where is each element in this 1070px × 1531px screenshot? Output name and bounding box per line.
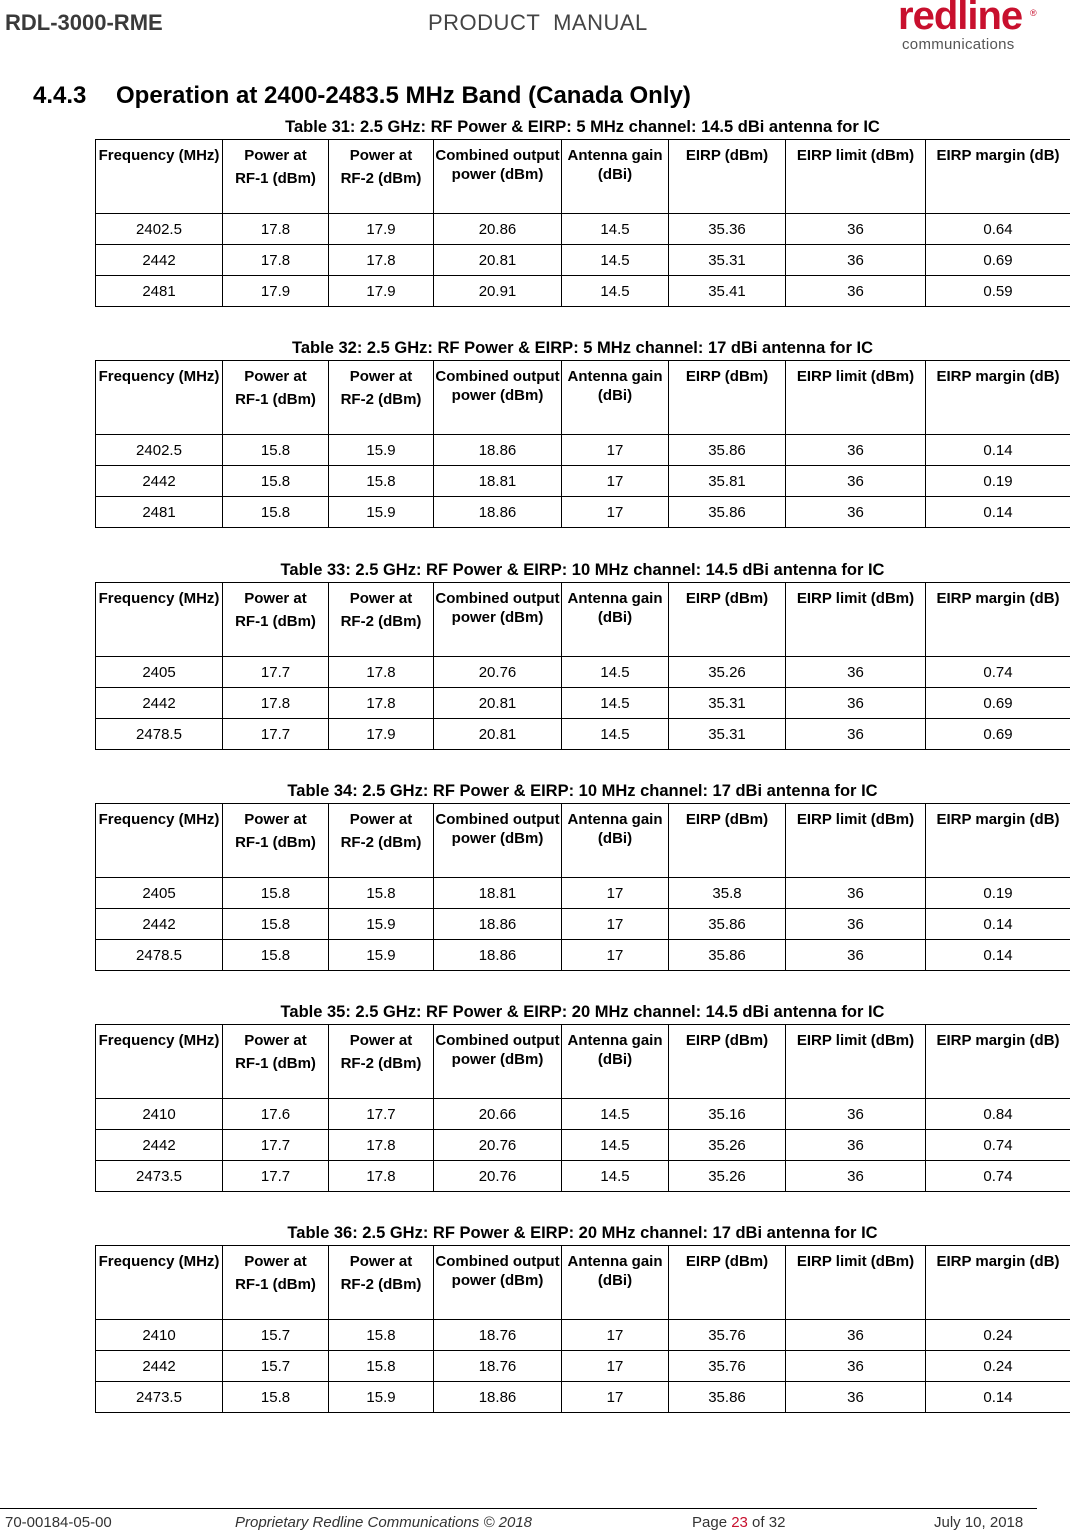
rf-power-eirp-table [95, 1024, 1070, 1192]
cell-eirp-limit: 36 [786, 1161, 926, 1192]
col-power-rf2: Power at RF-2 (dBm) [329, 804, 434, 878]
cell-frequency: 2410 [96, 1099, 223, 1130]
cell-power-rf1: 17.7 [223, 657, 329, 688]
cell-frequency: 2402.5 [96, 214, 223, 245]
col-eirp: EIRP (dBm) [669, 140, 786, 214]
logo-registered-mark: ® [1030, 8, 1037, 18]
cell-power-rf1: 15.8 [223, 878, 329, 909]
col-eirp-margin: EIRP margin (dB) [926, 583, 1070, 657]
col-frequency: Frequency (MHz) [96, 140, 223, 214]
footer-date: July 10, 2018 [934, 1514, 1024, 1531]
cell-frequency: 2402.5 [96, 435, 223, 466]
cell-antenna-gain: 17 [562, 940, 669, 971]
cell-power-rf1: 15.8 [223, 909, 329, 940]
cell-combined: 20.81 [434, 688, 562, 719]
cell-frequency: 2442 [96, 1130, 223, 1161]
cell-antenna-gain: 14.5 [562, 1130, 669, 1161]
cell-eirp-limit: 36 [786, 719, 926, 750]
cell-eirp-limit: 36 [786, 245, 926, 276]
col-antenna-gain: Antenna gain (dBi) [562, 1025, 669, 1099]
cell-eirp-margin: 0.74 [926, 657, 1070, 688]
rf-power-eirp-table [95, 139, 1070, 307]
cell-combined: 18.86 [434, 940, 562, 971]
cell-eirp-margin: 0.19 [926, 466, 1070, 497]
cell-power-rf2: 17.8 [329, 688, 434, 719]
cell-power-rf1: 17.8 [223, 214, 329, 245]
cell-antenna-gain: 14.5 [562, 719, 669, 750]
cell-eirp-limit: 36 [786, 1382, 926, 1413]
cell-antenna-gain: 17 [562, 1320, 669, 1351]
cell-eirp: 35.26 [669, 1161, 786, 1192]
col-antenna-gain: Antenna gain (dBi) [562, 804, 669, 878]
cell-antenna-gain: 14.5 [562, 276, 669, 307]
rf-power-table-block-3 [95, 560, 1070, 750]
cell-eirp-limit: 36 [786, 1099, 926, 1130]
cell-eirp-limit: 36 [786, 1320, 926, 1351]
cell-frequency: 2442 [96, 466, 223, 497]
cell-eirp-margin: 0.84 [926, 1099, 1070, 1130]
cell-power-rf2: 17.8 [329, 657, 434, 688]
cell-power-rf1: 15.8 [223, 466, 329, 497]
col-power-rf1: Power at RF-1 (dBm) [223, 1025, 329, 1099]
cell-power-rf2: 15.9 [329, 435, 434, 466]
cell-combined: 18.81 [434, 878, 562, 909]
cell-combined: 20.86 [434, 214, 562, 245]
col-eirp-margin: EIRP margin (dB) [926, 804, 1070, 878]
col-power-rf1: Power at RF-1 (dBm) [223, 361, 329, 435]
table-header-row [96, 361, 1070, 435]
rf-power-eirp-table [95, 1245, 1070, 1413]
table-row [96, 276, 1070, 307]
cell-eirp-margin: 0.74 [926, 1161, 1070, 1192]
col-combined-output: Combined output power (dBm) [434, 140, 562, 214]
col-eirp: EIRP (dBm) [669, 583, 786, 657]
cell-combined: 20.81 [434, 245, 562, 276]
col-combined-output: Combined output power (dBm) [434, 1025, 562, 1099]
cell-eirp-margin: 0.24 [926, 1320, 1070, 1351]
col-eirp-limit: EIRP limit (dBm) [786, 804, 926, 878]
cell-eirp: 35.31 [669, 688, 786, 719]
col-frequency: Frequency (MHz) [96, 804, 223, 878]
cell-eirp-margin: 0.14 [926, 940, 1070, 971]
cell-eirp-limit: 36 [786, 688, 926, 719]
cell-frequency: 2478.5 [96, 940, 223, 971]
cell-power-rf1: 17.8 [223, 688, 329, 719]
table-row [96, 1130, 1070, 1161]
cell-power-rf2: 17.8 [329, 1130, 434, 1161]
footer-copyright: Proprietary Redline Communications © 2018 [235, 1514, 533, 1531]
cell-eirp-margin: 0.14 [926, 435, 1070, 466]
cell-antenna-gain: 14.5 [562, 214, 669, 245]
cell-power-rf2: 15.9 [329, 940, 434, 971]
cell-antenna-gain: 17 [562, 878, 669, 909]
col-power-rf2: Power at RF-2 (dBm) [329, 361, 434, 435]
table-row [96, 940, 1070, 971]
cell-eirp: 35.76 [669, 1351, 786, 1382]
col-eirp-limit: EIRP limit (dBm) [786, 583, 926, 657]
table-caption: Table 32: 2.5 GHz: RF Power & EIRP: 5 MHz channel: 17 dBi antenna for IC [292, 339, 873, 357]
cell-eirp: 35.41 [669, 276, 786, 307]
cell-frequency: 2405 [96, 878, 223, 909]
table-row [96, 1320, 1070, 1351]
col-eirp: EIRP (dBm) [669, 361, 786, 435]
col-eirp-margin: EIRP margin (dB) [926, 140, 1070, 214]
cell-power-rf2: 17.9 [329, 719, 434, 750]
cell-eirp-limit: 36 [786, 466, 926, 497]
rf-power-table-block-2 [95, 338, 1070, 528]
cell-power-rf2: 17.9 [329, 276, 434, 307]
cell-eirp-limit: 36 [786, 435, 926, 466]
col-antenna-gain: Antenna gain (dBi) [562, 361, 669, 435]
col-combined-output: Combined output power (dBm) [434, 361, 562, 435]
cell-combined: 20.91 [434, 276, 562, 307]
cell-eirp-margin: 0.24 [926, 1351, 1070, 1382]
cell-frequency: 2473.5 [96, 1382, 223, 1413]
col-eirp-margin: EIRP margin (dB) [926, 1025, 1070, 1099]
cell-eirp-margin: 0.69 [926, 688, 1070, 719]
cell-eirp: 35.86 [669, 1382, 786, 1413]
cell-eirp-limit: 36 [786, 1130, 926, 1161]
cell-eirp-margin: 0.69 [926, 719, 1070, 750]
cell-eirp: 35.36 [669, 214, 786, 245]
cell-frequency: 2481 [96, 497, 223, 528]
cell-eirp: 35.86 [669, 940, 786, 971]
cell-power-rf1: 15.8 [223, 497, 329, 528]
table-caption: Table 34: 2.5 GHz: RF Power & EIRP: 10 MHz channel: 17 dBi antenna for IC [287, 782, 878, 800]
col-frequency: Frequency (MHz) [96, 361, 223, 435]
cell-power-rf1: 15.7 [223, 1320, 329, 1351]
rf-power-table-block-4 [95, 781, 1070, 971]
cell-eirp: 35.26 [669, 657, 786, 688]
cell-power-rf1: 17.9 [223, 276, 329, 307]
redline-logo [898, 0, 1048, 58]
cell-antenna-gain: 17 [562, 909, 669, 940]
cell-eirp: 35.31 [669, 245, 786, 276]
cell-eirp-limit: 36 [786, 909, 926, 940]
cell-eirp: 35.81 [669, 466, 786, 497]
cell-eirp-limit: 36 [786, 214, 926, 245]
cell-eirp-margin: 0.64 [926, 214, 1070, 245]
logo-subtitle: communications [902, 36, 1015, 53]
col-eirp-limit: EIRP limit (dBm) [786, 1246, 926, 1320]
col-eirp: EIRP (dBm) [669, 1246, 786, 1320]
col-power-rf2: Power at RF-2 (dBm) [329, 1025, 434, 1099]
table-header-row [96, 804, 1070, 878]
cell-power-rf1: 15.8 [223, 435, 329, 466]
cell-frequency: 2473.5 [96, 1161, 223, 1192]
table-caption: Table 36: 2.5 GHz: RF Power & EIRP: 20 MHz channel: 17 dBi antenna for IC [287, 1224, 878, 1242]
rf-power-table-block-1 [95, 117, 1070, 307]
cell-power-rf2: 17.8 [329, 1161, 434, 1192]
table-row [96, 1382, 1070, 1413]
cell-combined: 18.81 [434, 466, 562, 497]
col-antenna-gain: Antenna gain (dBi) [562, 583, 669, 657]
cell-combined: 18.76 [434, 1351, 562, 1382]
cell-power-rf1: 15.8 [223, 940, 329, 971]
cell-frequency: 2410 [96, 1320, 223, 1351]
cell-antenna-gain: 17 [562, 466, 669, 497]
cell-frequency: 2405 [96, 657, 223, 688]
col-eirp-margin: EIRP margin (dB) [926, 1246, 1070, 1320]
document-type: PRODUCT MANUAL [428, 10, 648, 35]
cell-frequency: 2442 [96, 688, 223, 719]
table-caption: Table 31: 2.5 GHz: RF Power & EIRP: 5 MHz channel: 14.5 dBi antenna for IC [285, 118, 880, 136]
cell-power-rf2: 15.9 [329, 497, 434, 528]
cell-eirp: 35.76 [669, 1320, 786, 1351]
table-row [96, 497, 1070, 528]
cell-power-rf2: 15.8 [329, 1320, 434, 1351]
cell-eirp-margin: 0.74 [926, 1130, 1070, 1161]
rf-power-eirp-table [95, 582, 1070, 750]
cell-combined: 20.66 [434, 1099, 562, 1130]
cell-frequency: 2442 [96, 245, 223, 276]
cell-eirp-limit: 36 [786, 657, 926, 688]
rf-power-table-block-6 [95, 1223, 1070, 1413]
table-row [96, 1099, 1070, 1130]
cell-eirp-margin: 0.19 [926, 878, 1070, 909]
cell-power-rf2: 17.7 [329, 1099, 434, 1130]
cell-eirp: 35.16 [669, 1099, 786, 1130]
table-row [96, 909, 1070, 940]
cell-antenna-gain: 14.5 [562, 1161, 669, 1192]
cell-eirp-margin: 0.14 [926, 1382, 1070, 1413]
cell-power-rf1: 17.8 [223, 245, 329, 276]
section-title [33, 82, 691, 110]
col-power-rf1: Power at RF-1 (dBm) [223, 1246, 329, 1320]
table-header-row [96, 140, 1070, 214]
col-eirp: EIRP (dBm) [669, 804, 786, 878]
cell-power-rf1: 17.7 [223, 1161, 329, 1192]
cell-eirp-margin: 0.14 [926, 909, 1070, 940]
cell-combined: 20.76 [434, 1130, 562, 1161]
col-power-rf1: Power at RF-1 (dBm) [223, 140, 329, 214]
col-eirp-limit: EIRP limit (dBm) [786, 140, 926, 214]
col-power-rf1: Power at RF-1 (dBm) [223, 583, 329, 657]
cell-antenna-gain: 14.5 [562, 688, 669, 719]
cell-antenna-gain: 17 [562, 1351, 669, 1382]
cell-combined: 20.76 [434, 1161, 562, 1192]
col-eirp-limit: EIRP limit (dBm) [786, 1025, 926, 1099]
table-row [96, 719, 1070, 750]
table-header-row [96, 1025, 1070, 1099]
cell-antenna-gain: 14.5 [562, 657, 669, 688]
cell-eirp-margin: 0.14 [926, 497, 1070, 528]
table-row [96, 435, 1070, 466]
cell-power-rf1: 15.8 [223, 1382, 329, 1413]
table-row [96, 245, 1070, 276]
col-frequency: Frequency (MHz) [96, 583, 223, 657]
cell-power-rf2: 17.8 [329, 245, 434, 276]
table-row [96, 878, 1070, 909]
footer-page: Page 23 of 32 [692, 1514, 786, 1531]
col-eirp-margin: EIRP margin (dB) [926, 361, 1070, 435]
cell-frequency: 2481 [96, 276, 223, 307]
cell-frequency: 2442 [96, 1351, 223, 1382]
cell-frequency: 2442 [96, 909, 223, 940]
section-heading: Operation at 2400-2483.5 MHz Band (Canada Only) [116, 82, 691, 109]
cell-eirp: 35.86 [669, 497, 786, 528]
cell-combined: 20.76 [434, 657, 562, 688]
col-power-rf2: Power at RF-2 (dBm) [329, 1246, 434, 1320]
document-id: RDL-3000-RME [5, 10, 163, 35]
col-eirp: EIRP (dBm) [669, 1025, 786, 1099]
col-antenna-gain: Antenna gain (dBi) [562, 1246, 669, 1320]
table-row [96, 214, 1070, 245]
cell-eirp-margin: 0.69 [926, 245, 1070, 276]
cell-power-rf1: 17.7 [223, 1130, 329, 1161]
section-number: 4.4.3 [33, 82, 87, 109]
cell-combined: 18.76 [434, 1320, 562, 1351]
cell-eirp-limit: 36 [786, 878, 926, 909]
table-row [96, 657, 1070, 688]
rf-power-eirp-table [95, 803, 1070, 971]
table-caption: Table 35: 2.5 GHz: RF Power & EIRP: 20 MHz channel: 14.5 dBi antenna for IC [280, 1003, 885, 1021]
cell-combined: 18.86 [434, 909, 562, 940]
cell-combined: 20.81 [434, 719, 562, 750]
cell-antenna-gain: 14.5 [562, 245, 669, 276]
cell-power-rf1: 17.6 [223, 1099, 329, 1130]
rf-power-eirp-table [95, 360, 1070, 528]
table-row [96, 688, 1070, 719]
table-row [96, 1161, 1070, 1192]
col-power-rf2: Power at RF-2 (dBm) [329, 583, 434, 657]
col-frequency: Frequency (MHz) [96, 1025, 223, 1099]
rf-power-table-block-5 [95, 1002, 1070, 1192]
cell-power-rf1: 15.7 [223, 1351, 329, 1382]
cell-eirp-limit: 36 [786, 1351, 926, 1382]
current-page-number: 23 [731, 1514, 748, 1531]
cell-eirp: 35.31 [669, 719, 786, 750]
cell-eirp-limit: 36 [786, 497, 926, 528]
cell-power-rf2: 15.9 [329, 1382, 434, 1413]
table-header-row [96, 1246, 1070, 1320]
table-caption: Table 33: 2.5 GHz: RF Power & EIRP: 10 MHz channel: 14.5 dBi antenna for IC [280, 561, 885, 579]
cell-combined: 18.86 [434, 1382, 562, 1413]
col-combined-output: Combined output power (dBm) [434, 583, 562, 657]
cell-eirp-limit: 36 [786, 276, 926, 307]
cell-combined: 18.86 [434, 497, 562, 528]
col-eirp-limit: EIRP limit (dBm) [786, 361, 926, 435]
logo-wordmark: redline [898, 0, 1023, 38]
col-frequency: Frequency (MHz) [96, 1246, 223, 1320]
footer-divider [0, 1508, 1037, 1509]
cell-eirp-limit: 36 [786, 940, 926, 971]
cell-antenna-gain: 17 [562, 497, 669, 528]
cell-eirp-margin: 0.59 [926, 276, 1070, 307]
col-antenna-gain: Antenna gain (dBi) [562, 140, 669, 214]
cell-eirp: 35.86 [669, 909, 786, 940]
col-power-rf1: Power at RF-1 (dBm) [223, 804, 329, 878]
cell-power-rf1: 17.7 [223, 719, 329, 750]
cell-power-rf2: 15.8 [329, 878, 434, 909]
cell-power-rf2: 15.9 [329, 909, 434, 940]
cell-power-rf2: 15.8 [329, 1351, 434, 1382]
cell-antenna-gain: 17 [562, 1382, 669, 1413]
cell-power-rf2: 15.8 [329, 466, 434, 497]
table-header-row [96, 583, 1070, 657]
cell-eirp: 35.26 [669, 1130, 786, 1161]
col-combined-output: Combined output power (dBm) [434, 804, 562, 878]
col-power-rf2: Power at RF-2 (dBm) [329, 140, 434, 214]
cell-combined: 18.86 [434, 435, 562, 466]
cell-eirp: 35.86 [669, 435, 786, 466]
cell-antenna-gain: 14.5 [562, 1099, 669, 1130]
cell-power-rf2: 17.9 [329, 214, 434, 245]
cell-eirp: 35.8 [669, 878, 786, 909]
table-row [96, 466, 1070, 497]
cell-frequency: 2478.5 [96, 719, 223, 750]
footer-doc-number: 70-00184-05-00 [5, 1514, 112, 1531]
table-row [96, 1351, 1070, 1382]
col-combined-output: Combined output power (dBm) [434, 1246, 562, 1320]
cell-antenna-gain: 17 [562, 435, 669, 466]
